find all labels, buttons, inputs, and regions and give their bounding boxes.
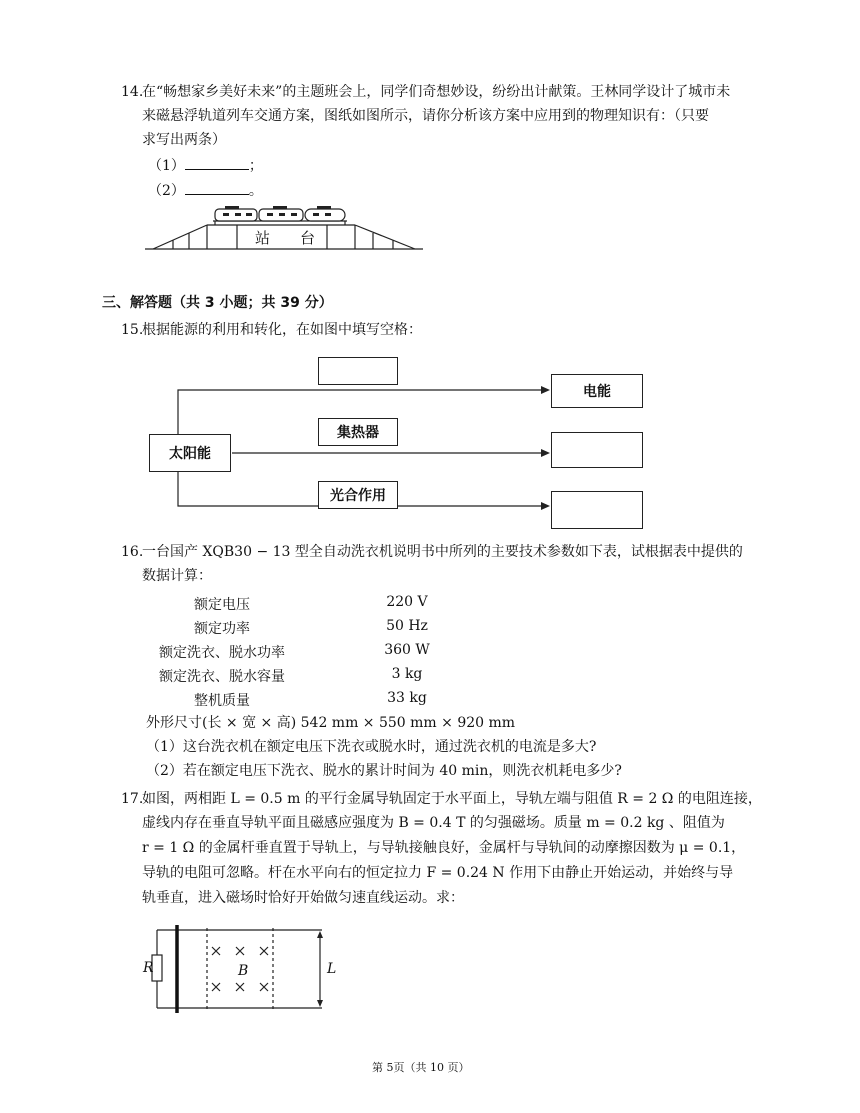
q16-dimensions: 外形尺寸(长 × 宽 × 高) 542 mm × 550 mm × 920 mm	[146, 715, 516, 731]
bottom-box-photosynthesis: 光合作用	[318, 481, 398, 509]
spec-value: 33 kg	[387, 690, 427, 706]
q16-line2: 数据计算：	[142, 568, 212, 584]
q17-number: 17.	[121, 791, 144, 807]
spec-value: 220 V	[386, 594, 428, 610]
middle-box-collector: 集热器	[318, 418, 398, 446]
label-B: B	[238, 963, 249, 979]
q17-line5: 轨垂直，进入磁场时恰好开始做匀速直线运动。求：	[142, 890, 464, 906]
q16-number: 16.	[121, 544, 144, 560]
label-R: R	[143, 960, 154, 976]
label-L: L	[327, 961, 337, 977]
station-char-1: 站	[255, 229, 271, 247]
spec-key: 额定电压	[194, 597, 250, 613]
q14-blank1-prefix: （1）	[148, 158, 185, 174]
q16-line1: 一台国产 XQB30 − 13 型全自动洗衣机说明书中所列的主要技术参数如下表，试根据表中提供的	[142, 544, 743, 560]
maglev-station-figure	[145, 203, 425, 253]
source-box-solar: 太阳能	[149, 434, 231, 472]
q14-blank1	[148, 155, 263, 176]
spec-key: 整机质量	[194, 693, 250, 709]
spec-key: 额定洗衣、脱水容量	[159, 669, 285, 685]
q14-line1: 在“畅想家乡美好未来”的主题班会上，同学们奇想妙设，纷纷出计献策。王林同学设计了城市未	[142, 84, 731, 100]
q17-line2: 虚线内存在垂直导轨平面且磁感应强度为 B = 0.4 T 的匀强磁场。质量 m = 0.2 kg 、阻值为	[142, 815, 725, 831]
q14-number: 14.	[121, 84, 144, 100]
blank-box-middle-output[interactable]	[551, 432, 643, 468]
spec-key: 额定洗衣、脱水功率	[159, 645, 285, 661]
spec-value: 50 Hz	[386, 618, 428, 634]
q14-line3: 求写出两条）	[142, 132, 226, 148]
station-char-2: 台	[300, 229, 316, 247]
q15-number: 15.	[121, 322, 144, 338]
output-box-electric: 电能	[551, 374, 643, 408]
answer-blank-1[interactable]	[185, 155, 249, 170]
q16-sub2: （2）若在额定电压下洗衣、脱水的累计时间为 40 min，则洗衣机耗电多少?	[146, 763, 622, 779]
spec-value: 360 W	[384, 642, 430, 658]
q14-blank1-suffix: ；	[248, 158, 263, 174]
page-footer: 第 5页（共 10 页）	[372, 1061, 470, 1074]
blank-box-top[interactable]	[318, 357, 398, 385]
q17-line1: 如图，两相距 L = 0.5 m 的平行金属导轨固定于水平面上，导轨左端与阻值 R = 2 Ω 的电阻连接，	[142, 791, 762, 807]
q15-text: 根据能源的利用和转化，在如图中填写空格：	[142, 322, 422, 338]
q16-sub1: （1）这台洗衣机在额定电压下洗衣或脱水时，通过洗衣机的电流是多大?	[146, 739, 597, 755]
q14-blank2-prefix: （2）	[148, 183, 185, 199]
spec-value: 3 kg	[391, 666, 423, 682]
q17-line4: 导轨的电阻可忽略。杆在水平向右的恒定拉力 F = 0.24 N 作用下由静止开始运动，并始终与导	[142, 865, 734, 881]
answer-blank-2[interactable]	[185, 180, 249, 195]
q14-blank2	[148, 180, 263, 201]
blank-box-bottom-output[interactable]	[551, 491, 643, 529]
section-heading: 三、解答题（共 3 小题；共 39 分）	[102, 295, 333, 311]
q17-line3: r = 1 Ω 的金属杆垂直置于导轨上，与导轨接触良好，金属杆与导轨间的动摩擦因数为 μ = 0.1，	[142, 840, 746, 856]
q14-blank2-suffix: 。	[248, 183, 263, 199]
spec-key: 额定功率	[194, 621, 250, 637]
q14-line2: 来磁悬浮轨道列车交通方案，图纸如图所示，请你分析该方案中应用到的物理知识有：（只要	[142, 108, 709, 124]
